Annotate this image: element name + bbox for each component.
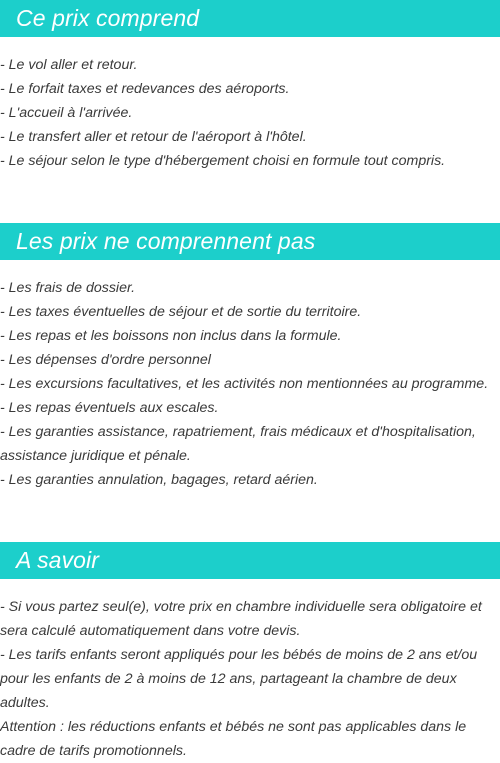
to-know-header [0,542,500,579]
list-item: - Le séjour selon le type d'hébergement choisi en formule tout compris. [0,153,446,169]
excluded-list [0,276,500,492]
list-item: - L'accueil à l'arrivée. [0,105,133,121]
list-item: - Les repas éventuels aux escales. [0,400,219,416]
excluded-title: Les prix ne comprennent pas [16,228,316,254]
list-item: - Les tarifs enfants seront appliqués pour les bébés de moins de 2 ans et/ou pour les enfants de 2 à moins de 12 ans, partageant la chambre de deux adultes. [0,647,478,711]
to-know-section [0,542,500,763]
list-item: - Les repas et les boissons non inclus dans la formule. [0,328,342,344]
list-item: - Les garanties annulation, bagages, retard aérien. [0,472,318,488]
list-item: - Le forfait taxes et redevances des aéroports. [0,81,290,97]
list-item: - Le transfert aller et retour de l'aéroport à l'hôtel. [0,129,307,145]
list-item: - Les frais de dossier. [0,280,136,296]
to-know-title: A savoir [16,547,100,573]
list-item: - Les taxes éventuelles de séjour et de sortie du territoire. [0,304,362,320]
list-item: - Le vol aller et retour. [0,57,138,73]
list-item: - Les garanties assistance, rapatriement, frais médicaux et d'hospitalisation, assistance juridique et pénale. [0,424,476,464]
list-item: - Les dépenses d'ordre personnel [0,352,211,368]
excluded-header [0,223,500,260]
included-title: Ce prix comprend [16,5,200,31]
excluded-section [0,223,500,492]
included-list [0,53,500,173]
included-header [0,0,500,37]
list-item: - Les excursions facultatives, et les activités non mentionnées au programme. [0,376,489,392]
list-item: Attention : les réductions enfants et bébés ne sont pas applicables dans le cadre de tarifs promotionnels. [0,719,467,759]
list-item: - Si vous partez seul(e), votre prix en chambre individuelle sera obligatoire et sera calculé automatiquement dans votre devis. [0,599,482,639]
to-know-list [0,595,500,763]
included-section [0,0,500,173]
